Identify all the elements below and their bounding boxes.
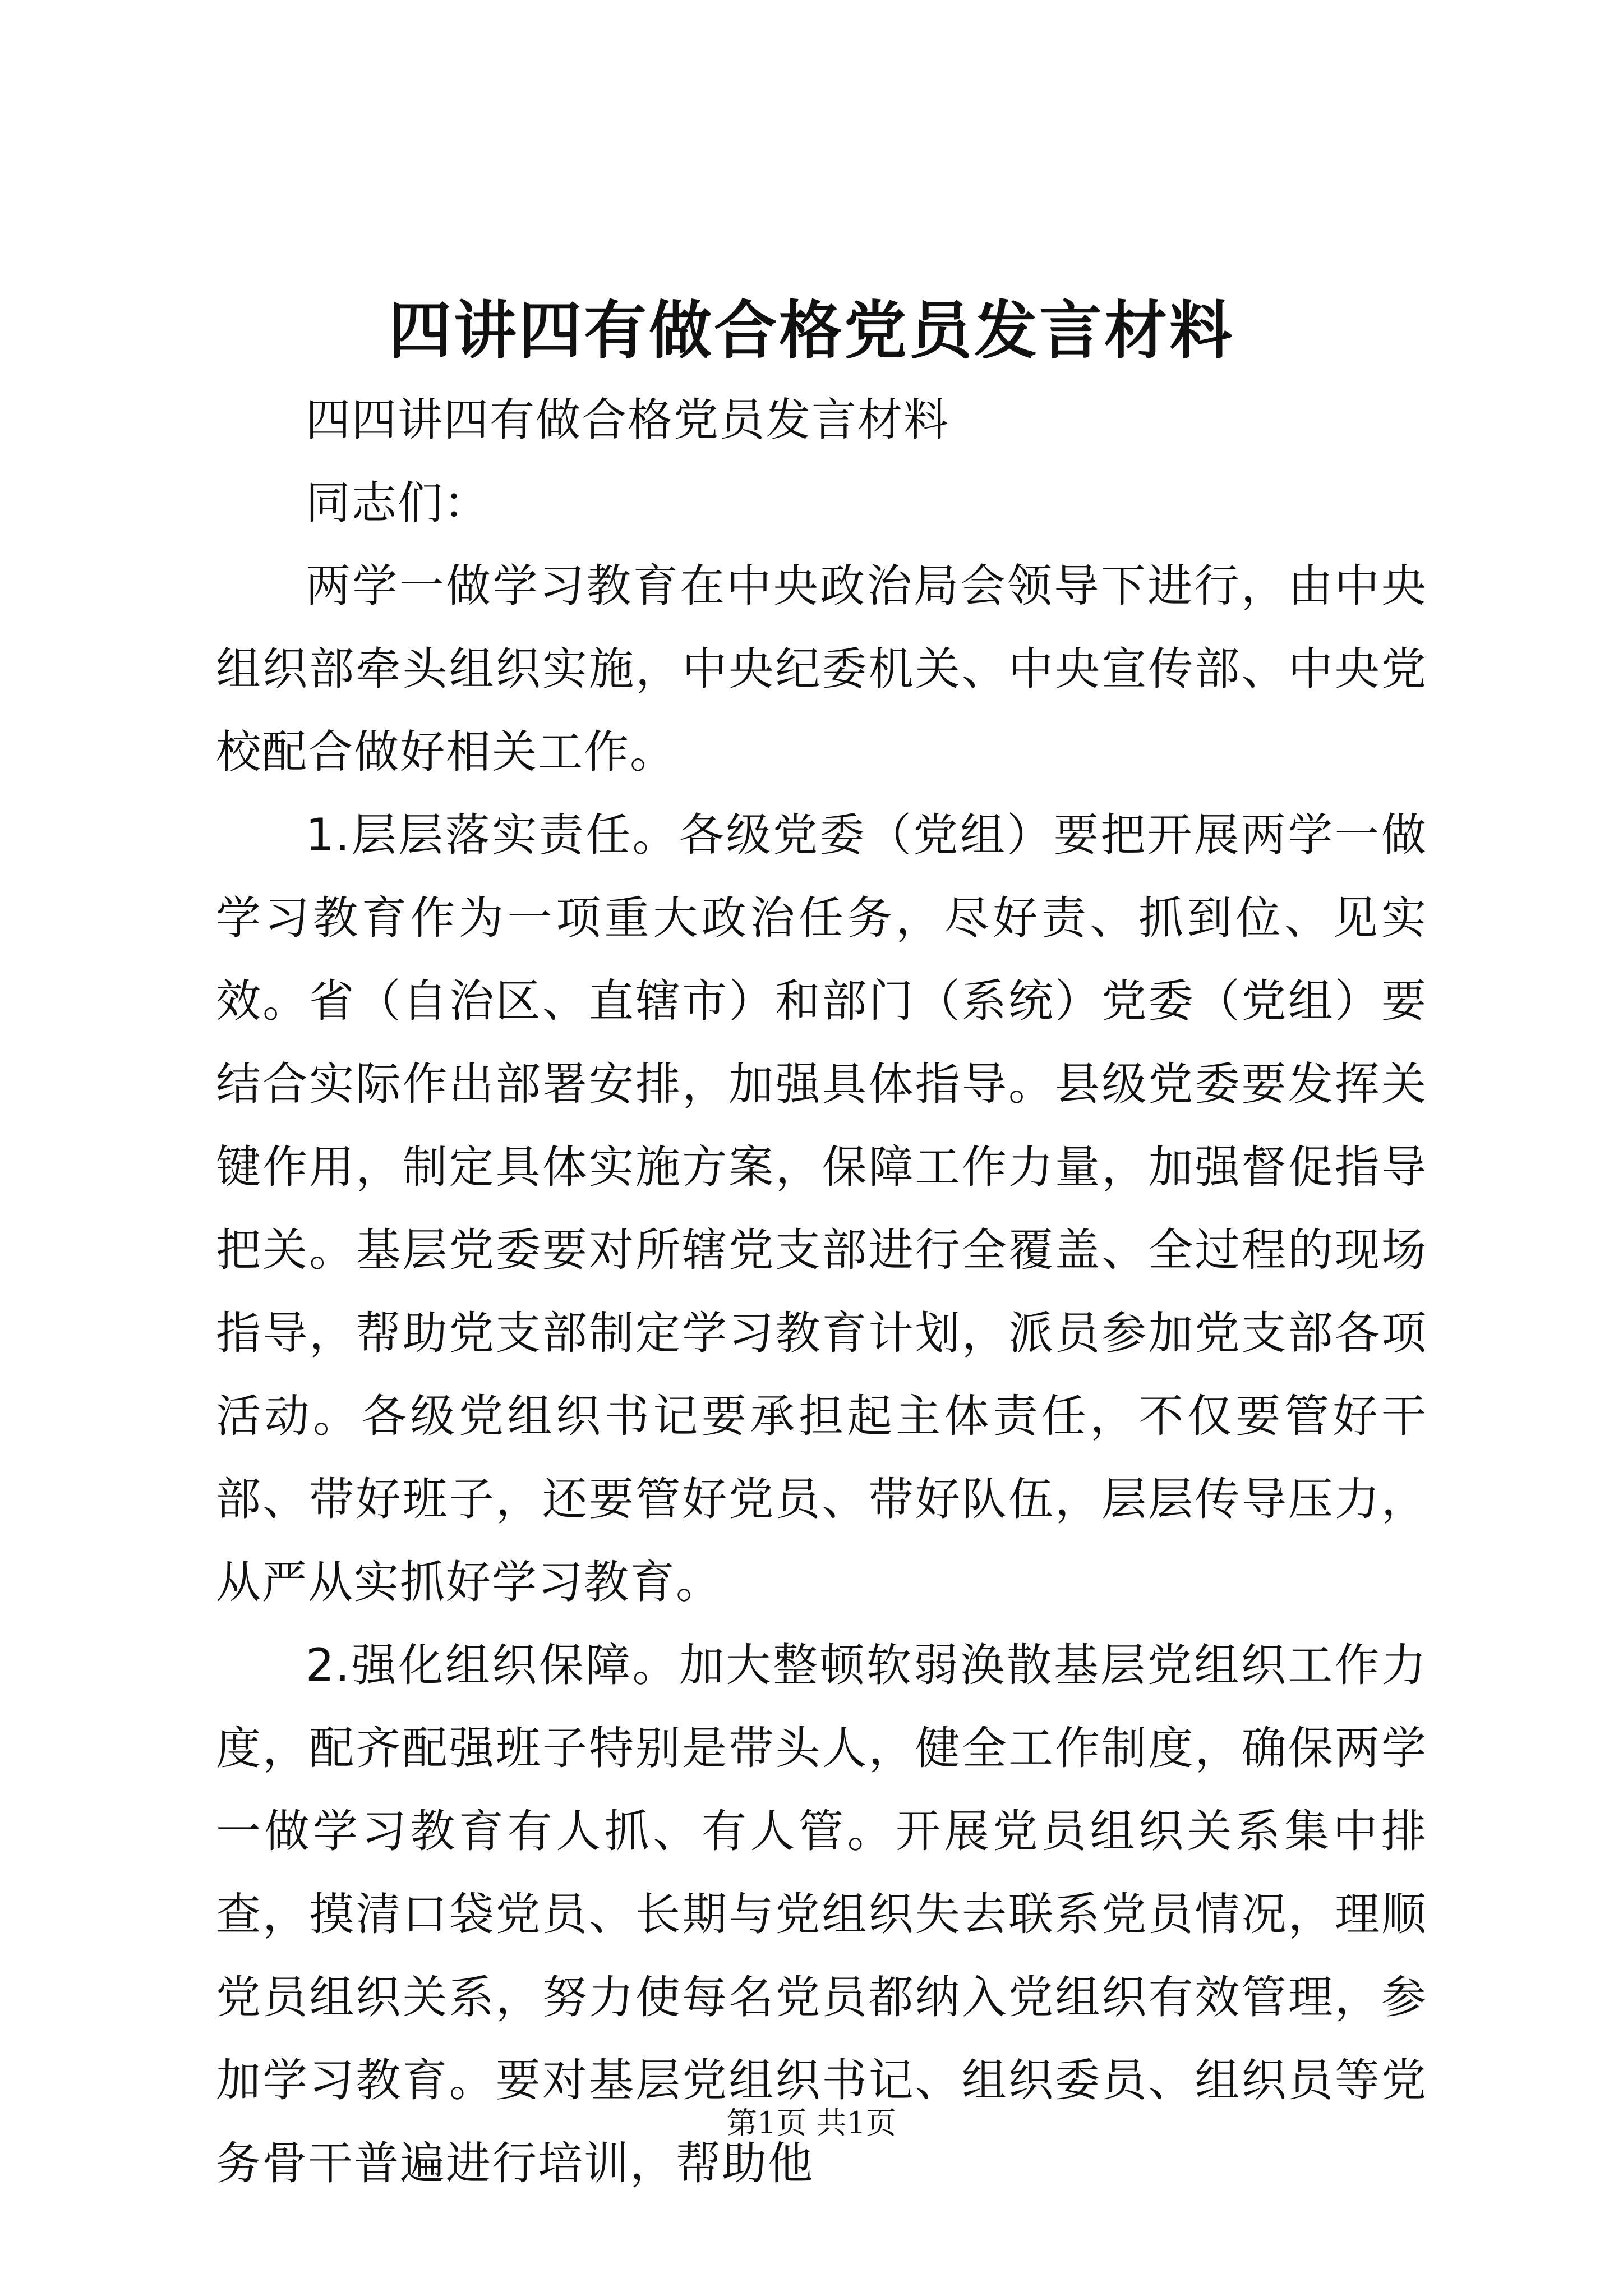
paragraph-item-1: 1.层层落实责任。各级党委（党组）要把开展两学一做学习教育作为一项重大政治任务，尽好责、抓到位、见实效。省（自治区、直辖市）和部门（系统）党委（党组）要结合实际作出部署安排，加强具体指导。县级党委要发挥关键作用，制定具体实施方案，保障工作力量，加强督促指导把关。基层党委要对所辖党支部进行全覆盖、全过程的现场指导，帮助党支部制定学习教育计划，派员参加党支部各项活动。各级党组织书记要承担起主体责任，不仅要管好干部、带好班子，还要管好党员、带好队伍，层层传导压力，从严从实抓好学习教育。	[216, 809, 1427, 1608]
document-body	[216, 379, 1427, 2205]
paragraph-intro: 两学一做学习教育在中央政治局会领导下进行，由中央组织部牵头组织实施，中央纪委机关、中央宣传部、中央党校配合做好相关工作。	[216, 560, 1427, 778]
paragraph-subtitle: 四四讲四有做合格党员发言材料	[306, 394, 949, 446]
page-footer	[0, 2101, 1623, 2146]
paragraph-item-2: 2.强化组织保障。加大整顿软弱涣散基层党组织工作力度，配齐配强班子特别是带头人，健全工作制度，确保两学一做学习教育有人抓、有人管。开展党员组织关系集中排查，摸清口袋党员、长期与党组织失去联系党员情况，理顺党员组织关系，努力使每名党员都纳入党组织有效管理，参加学习教育。要对基层党组织书记、组织委员、组织员等党务骨干普遍进行培训，帮助他	[216, 1639, 1427, 2189]
paragraph-salutation: 同志们：	[306, 477, 490, 529]
page-number: 第1页 共1页	[727, 2105, 896, 2141]
document-title: 四讲四有做合格党员发言材料	[389, 294, 1234, 367]
